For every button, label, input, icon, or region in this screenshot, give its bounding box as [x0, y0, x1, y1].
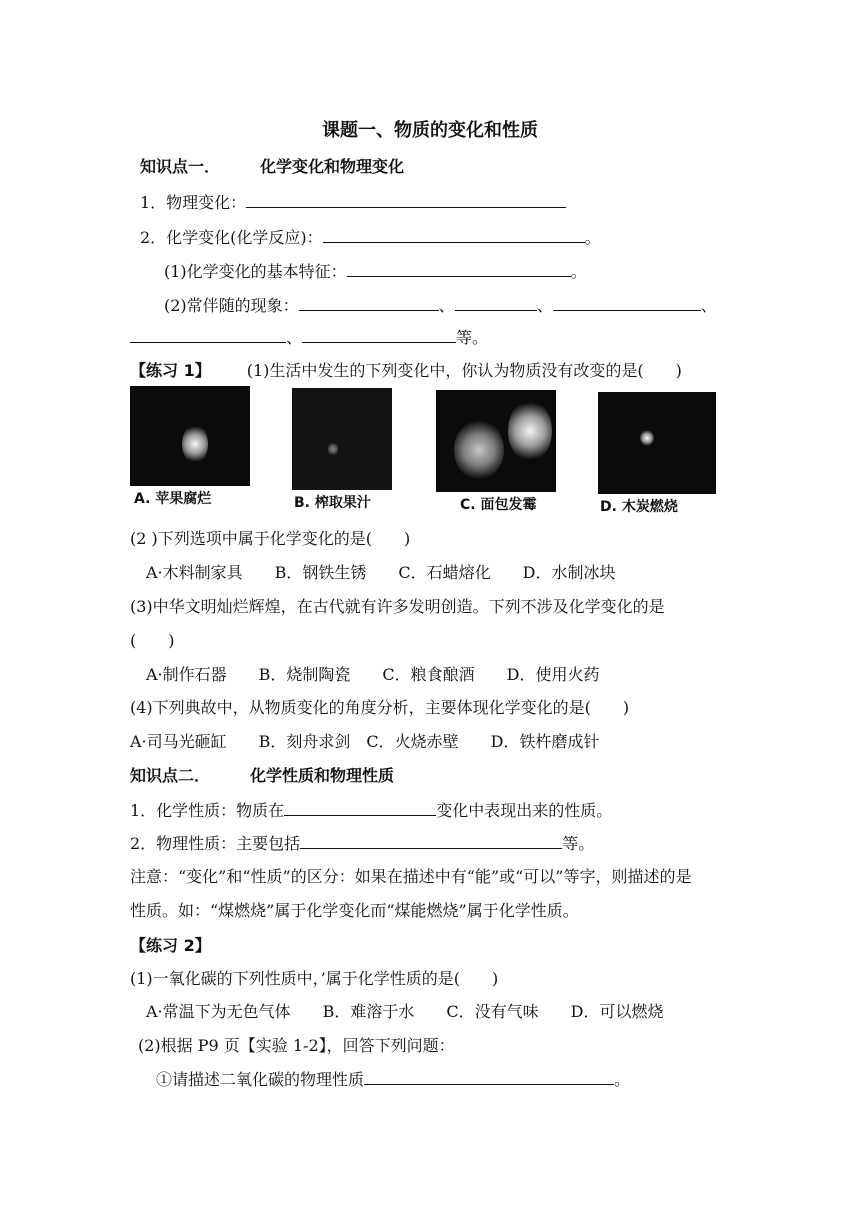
image-caption-a: A. 苹果腐烂 [134, 491, 212, 507]
kp1-item2 [140, 226, 601, 249]
apple-rot-photo [130, 386, 250, 486]
kp1-sub1 [164, 260, 587, 283]
ex1-q3-line1: (3)中华文明灿烂辉煌，在古代就有许多发明创造。下列不涉及化学变化的是 [130, 597, 665, 616]
fill-blank[interactable] [553, 294, 701, 311]
kp1-item1-label: 1．物理变化： [140, 193, 247, 212]
kp2-number: 知识点二． [130, 766, 211, 785]
moldy-bread-photo [436, 390, 556, 492]
punctuation: 。 [570, 262, 587, 281]
kp2-note-line2: 性质。如：“煤燃烧”属于化学变化而“煤能燃烧”属于化学性质。 [130, 901, 579, 920]
ex1-q2-options: A·木料制家具 B．钢铁生锈 C．石蜡熔化 D．水制冰块 [146, 563, 616, 582]
page-title: 课题一、物质的变化和性质 [322, 120, 538, 141]
kp1-sub2-cont [130, 326, 488, 349]
kp2-topic: 化学性质和物理性质 [250, 766, 395, 785]
ex1-q4-options: A·司马光砸缸 B．刻舟求剑 C．火烧赤壁 D．铁杵磨成针 [130, 732, 600, 751]
punctuation: 。 [614, 1070, 631, 1089]
fill-blank[interactable] [364, 1068, 614, 1085]
kp2-item2-label: 2．物理性质：主要包括 [130, 834, 301, 853]
kp2-heading [130, 765, 394, 787]
ex2-heading: 【练习 2】 [130, 936, 211, 955]
ex2-q2: (2)根据 P9 页【实验 1-2】，回答下列问题： [138, 1036, 455, 1055]
ex1-q3-options: A·制作石器 B．烧制陶瓷 C．粮食酿酒 D．使用火药 [146, 665, 600, 684]
ex1-heading: 【练习 1】 [130, 361, 211, 380]
separator: 、 [536, 296, 553, 315]
kp1-item2-label: 2．化学变化(化学反应)： [140, 228, 323, 247]
kp2-item2-end: 等。 [562, 834, 595, 853]
kp2-item1 [130, 799, 612, 822]
separator: 、 [700, 296, 717, 315]
fill-blank[interactable] [323, 226, 585, 243]
ex1-q4: (4)下列典故中，从物质变化的角度分析，主要体现化学变化的是( ) [130, 698, 630, 717]
fill-blank[interactable] [455, 294, 537, 311]
separator: 、 [286, 328, 303, 347]
ex2-q2-sub [156, 1068, 630, 1091]
kp2-item1-label: 1．化学性质：物质在 [130, 801, 285, 820]
ex2-q1-options: A·常温下为无色气体 B．难溶于水 C．没有气味 D．可以燃烧 [146, 1002, 664, 1021]
fill-blank[interactable] [284, 799, 436, 816]
fill-blank[interactable] [246, 191, 566, 208]
kp1-sub1-label: (1)化学变化的基本特征： [164, 262, 347, 281]
kp1-sub2 [164, 294, 717, 317]
fill-blank[interactable] [302, 326, 456, 343]
image-caption-b: B. 榨取果汁 [294, 495, 371, 511]
punctuation: 等。 [456, 328, 489, 347]
fill-blank[interactable] [300, 832, 562, 849]
juice-photo [292, 388, 392, 490]
kp1-item1 [140, 191, 566, 214]
ex2-q1: (1)一氧化碳的下列性质中，’属于化学性质的是( ) [130, 969, 499, 988]
kp2-item2 [130, 832, 594, 855]
charcoal-burning-photo [598, 392, 716, 494]
ex1-q3-line2: ( ) [130, 631, 175, 650]
separator: 、 [438, 296, 455, 315]
kp1-heading [140, 156, 404, 178]
ex2-q2-sub-label: ①请描述二氧化碳的物理性质 [156, 1070, 365, 1089]
kp1-sub2-label: (2)常伴随的现象： [164, 296, 299, 315]
kp2-item1-end: 变化中表现出来的性质。 [436, 801, 613, 820]
fill-blank[interactable] [299, 294, 439, 311]
ex1-q1-text: (1)生活中发生的下列变化中，你认为物质没有改变的是( ) [246, 361, 682, 380]
punctuation: 。 [584, 228, 601, 247]
fill-blank[interactable] [347, 260, 571, 277]
fill-blank[interactable] [130, 326, 286, 343]
kp2-note-line1: 注意：“变化”和“性质”的区分：如果在描述中有“能”或“可以”等字，则描述的是 [130, 867, 692, 886]
image-caption-c: C. 面包发霉 [460, 497, 537, 513]
kp1-topic: 化学变化和物理变化 [260, 157, 405, 176]
ex1-q1 [130, 360, 682, 382]
ex1-q2: (2 )下列选项中属于化学变化的是( ) [130, 529, 411, 548]
kp1-number: 知识点一． [140, 157, 221, 176]
image-caption-d: D. 木炭燃烧 [600, 499, 678, 515]
